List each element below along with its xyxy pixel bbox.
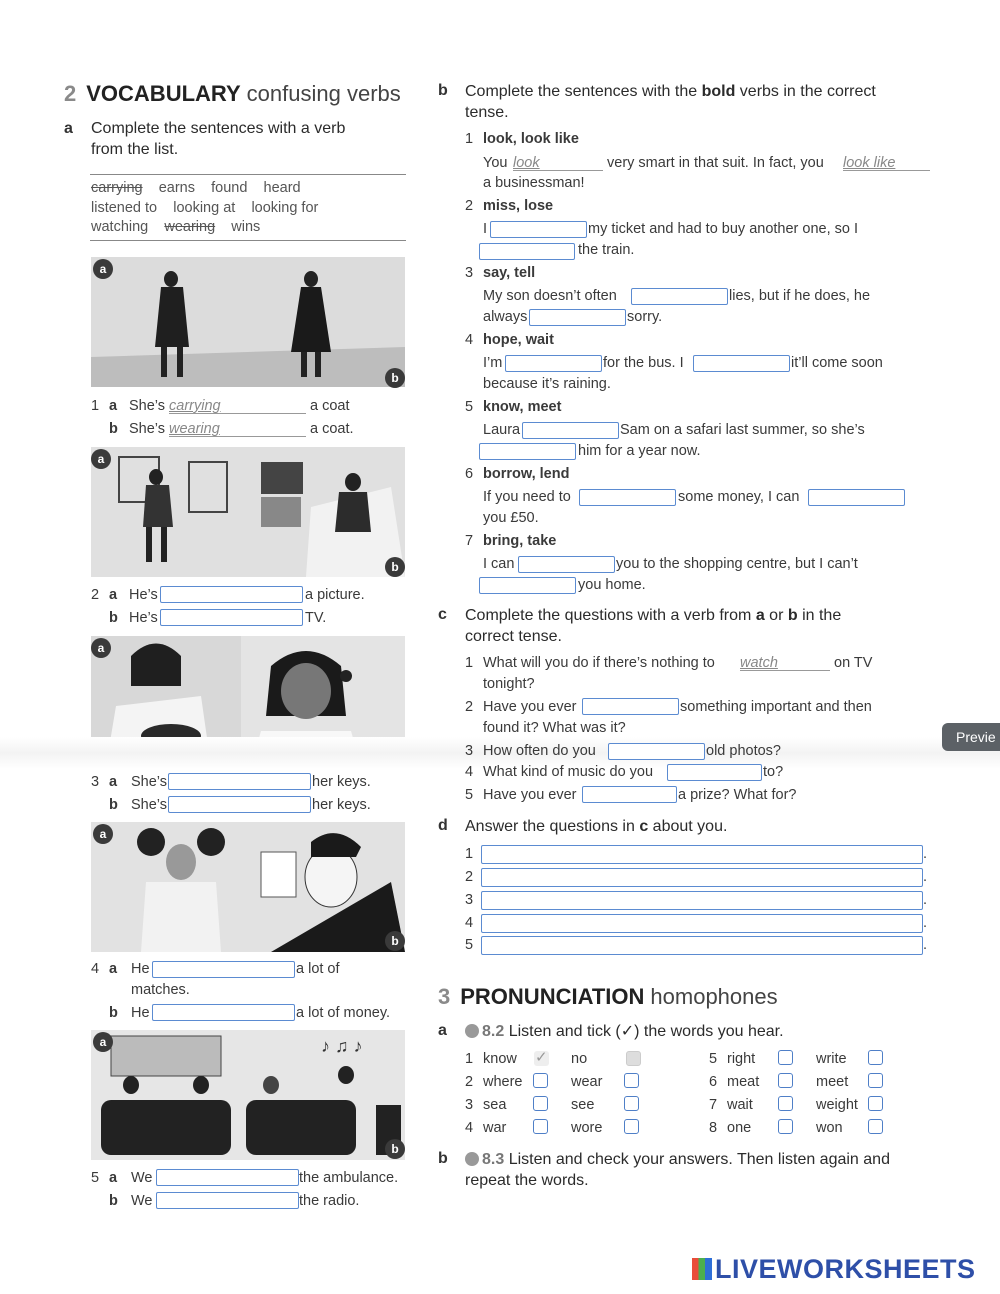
answer-input-d2[interactable] bbox=[481, 868, 923, 887]
answer-input-c2[interactable] bbox=[582, 698, 679, 715]
badge-a: a bbox=[93, 824, 113, 844]
item-number: 1 bbox=[465, 131, 474, 147]
item-text: the train. bbox=[578, 242, 635, 258]
pair-word: meet bbox=[816, 1074, 849, 1090]
item-number: 4 bbox=[465, 332, 474, 348]
sentence-text: She’s bbox=[129, 421, 166, 437]
item-text: If you need to bbox=[483, 489, 571, 505]
instruction-text: Complete the sentences with the bbox=[465, 83, 702, 100]
pair-number: 8 bbox=[709, 1120, 718, 1136]
tick-box-see[interactable] bbox=[624, 1096, 639, 1111]
answer-dot: . bbox=[923, 846, 928, 862]
sentence-text: She’s bbox=[131, 774, 168, 790]
sentence-letter: a bbox=[109, 774, 118, 790]
item-text: You bbox=[483, 155, 508, 171]
instruction-line: from the list. bbox=[91, 141, 179, 158]
badge-a: a bbox=[93, 1032, 113, 1052]
part-a-instruction bbox=[91, 118, 345, 160]
part-b-instruction bbox=[465, 81, 876, 123]
sentence-letter: a bbox=[109, 587, 118, 603]
item-text: My son doesn’t often bbox=[483, 288, 617, 304]
word-list-box bbox=[91, 179, 318, 238]
sentence-text: a lot of money. bbox=[296, 1005, 391, 1021]
audio-track: 8.2 bbox=[482, 1023, 505, 1040]
illustration-boxer-money bbox=[91, 822, 405, 952]
sentence-letter: b bbox=[109, 421, 118, 437]
answer-input-b3-1[interactable] bbox=[631, 288, 728, 305]
sentence-text: a picture. bbox=[305, 587, 365, 603]
question-text: found it? What was it? bbox=[483, 720, 626, 736]
sentence-text: the ambulance. bbox=[299, 1170, 399, 1186]
liveworksheets-logo bbox=[692, 1254, 976, 1285]
badge-b: b bbox=[385, 1139, 405, 1159]
section-title: PRONUNCIATION bbox=[460, 984, 645, 1009]
example-answer: wearing bbox=[169, 421, 220, 437]
item-number: 2 bbox=[465, 198, 474, 214]
instruction-line bbox=[465, 605, 841, 626]
part-3a-instruction bbox=[465, 1021, 784, 1042]
answer-input-b5-1[interactable] bbox=[522, 422, 619, 439]
sentence-letter: b bbox=[109, 1193, 118, 1209]
answer-number: 5 bbox=[465, 937, 474, 953]
pair-word: see bbox=[571, 1097, 595, 1113]
sentence-number: 3 bbox=[91, 774, 100, 790]
illustration-sofa-radio bbox=[91, 1030, 405, 1160]
badge-b: b bbox=[385, 557, 405, 577]
sentence-text: He bbox=[131, 961, 150, 977]
item-text: for the bus. I bbox=[603, 355, 684, 371]
sentence-text: a coat bbox=[310, 398, 350, 414]
item-heading: look, look like bbox=[483, 131, 579, 147]
item-text: Sam on a safari last summer, so she’s bbox=[620, 422, 865, 438]
pair-number: 1 bbox=[465, 1051, 474, 1067]
answer-line bbox=[169, 413, 306, 414]
sentence-letter: a bbox=[109, 961, 118, 977]
pair-number: 2 bbox=[465, 1074, 474, 1090]
instruction-bold: bold bbox=[701, 83, 736, 100]
sentence-number: 1 bbox=[91, 398, 100, 414]
word-item: looking for bbox=[251, 199, 319, 216]
item-text: a businessman! bbox=[483, 175, 585, 191]
tick-box-war[interactable] bbox=[533, 1119, 548, 1134]
illustration-drawing bbox=[91, 257, 405, 387]
tick-box-weight[interactable] bbox=[868, 1096, 883, 1111]
word-list-row bbox=[91, 218, 318, 238]
answer-input-d5[interactable] bbox=[481, 936, 923, 955]
answer-number: 1 bbox=[465, 846, 474, 862]
answer-number: 2 bbox=[465, 869, 474, 885]
pair-number: 6 bbox=[709, 1074, 718, 1090]
instruction-line bbox=[465, 1149, 890, 1170]
sentence-letter: b bbox=[109, 610, 118, 626]
sentence-text: He’s bbox=[129, 587, 158, 603]
pair-word: one bbox=[727, 1120, 752, 1136]
example-answer: look bbox=[513, 155, 540, 171]
question-text: something important and then bbox=[680, 699, 872, 715]
question-text: tonight? bbox=[483, 676, 535, 692]
speaker-icon[interactable] bbox=[465, 1152, 479, 1166]
sentence-number: 2 bbox=[91, 587, 100, 603]
part-letter-d: d bbox=[438, 817, 448, 834]
item-text: because it’s raining. bbox=[483, 376, 611, 392]
question-number: 5 bbox=[465, 787, 474, 803]
audio-track: 8.3 bbox=[482, 1151, 505, 1168]
question-text: Have you ever bbox=[483, 787, 577, 803]
question-text: What kind of music do you bbox=[483, 764, 654, 780]
word-item: looking at bbox=[173, 199, 236, 216]
instruction-text: about you. bbox=[648, 818, 728, 835]
sentence-letter: b bbox=[109, 1005, 118, 1021]
tick-box-wait[interactable] bbox=[778, 1096, 793, 1111]
tick-box-won[interactable] bbox=[868, 1119, 883, 1134]
answer-input-b4-2[interactable] bbox=[693, 355, 790, 372]
answer-input-d4[interactable] bbox=[481, 914, 923, 933]
pair-word: weight bbox=[816, 1097, 858, 1113]
pair-word: wait bbox=[727, 1097, 753, 1113]
sentence-text: a coat. bbox=[310, 421, 354, 437]
illustration-drawing bbox=[91, 822, 405, 952]
answer-input-3b[interactable] bbox=[168, 796, 311, 813]
answer-input-b4-1[interactable] bbox=[505, 355, 602, 372]
instruction-text: Listen and check your answers. Then listen again and bbox=[504, 1151, 890, 1168]
question-text: How often do you bbox=[483, 743, 596, 759]
part-letter-a: a bbox=[64, 120, 73, 137]
sentence-text: TV. bbox=[305, 610, 327, 626]
pair-number: 3 bbox=[465, 1097, 474, 1113]
pair-word: wore bbox=[571, 1120, 603, 1136]
sentence-letter: a bbox=[109, 398, 118, 414]
part-letter-c: c bbox=[438, 606, 447, 623]
pair-word: won bbox=[816, 1120, 843, 1136]
answer-number: 3 bbox=[465, 892, 474, 908]
item-heading: miss, lose bbox=[483, 198, 554, 214]
item-number: 5 bbox=[465, 399, 474, 415]
tick-box-sea[interactable] bbox=[533, 1096, 548, 1111]
section-2-heading bbox=[64, 81, 401, 107]
item-number: 7 bbox=[465, 533, 474, 549]
word-item: wearing bbox=[164, 219, 216, 235]
instruction-bold: b bbox=[787, 607, 798, 624]
question-number: 2 bbox=[465, 699, 474, 715]
word-item: earns bbox=[158, 180, 195, 196]
question-text: old photos? bbox=[706, 743, 781, 759]
answer-line bbox=[513, 170, 603, 171]
word-item: wins bbox=[231, 219, 261, 235]
answer-input-4b[interactable] bbox=[152, 1004, 295, 1021]
answer-line bbox=[169, 436, 306, 437]
answer-input-b6-1[interactable] bbox=[579, 489, 676, 506]
pair-number: 7 bbox=[709, 1097, 718, 1113]
item-heading: say, tell bbox=[483, 265, 536, 281]
badge-b: b bbox=[385, 931, 405, 951]
svg-text:♪ ♫ ♪: ♪ ♫ ♪ bbox=[321, 1036, 363, 1056]
sentence-text: her keys. bbox=[312, 797, 371, 813]
instruction-text: Answer the questions in bbox=[465, 818, 640, 835]
sentence-text: the radio. bbox=[299, 1193, 360, 1209]
question-text: a prize? What for? bbox=[678, 787, 797, 803]
answer-dot: . bbox=[923, 937, 928, 953]
tick-box-meet[interactable] bbox=[868, 1073, 883, 1088]
pair-word: sea bbox=[483, 1097, 507, 1113]
part-letter-a: a bbox=[438, 1022, 447, 1039]
answer-input-3a[interactable] bbox=[168, 773, 311, 790]
answer-input-5b[interactable] bbox=[156, 1192, 299, 1209]
item-text: you home. bbox=[578, 577, 646, 593]
badge-a: a bbox=[93, 259, 113, 279]
tick-box-where[interactable] bbox=[533, 1073, 548, 1088]
answer-input-d1[interactable] bbox=[481, 845, 923, 864]
pair-word: write bbox=[816, 1051, 847, 1067]
section-subtitle: homophones bbox=[650, 984, 778, 1009]
item-text: some money, I can bbox=[678, 489, 800, 505]
example-answer: watch bbox=[740, 655, 778, 671]
sentence-text: We bbox=[131, 1193, 153, 1209]
pair-word: know bbox=[483, 1051, 517, 1067]
item-text: very smart in that suit. In fact, you bbox=[607, 155, 824, 171]
answer-input-4a[interactable] bbox=[152, 961, 295, 978]
section-number: 2 bbox=[64, 81, 77, 106]
answer-input-b3-2[interactable] bbox=[529, 309, 626, 326]
sentence-text: She’s bbox=[131, 797, 168, 813]
instruction-line: repeat the words. bbox=[465, 1172, 589, 1189]
section-3-heading bbox=[438, 984, 778, 1010]
instruction-text: verbs in the correct bbox=[735, 83, 876, 100]
answer-input-b2-2[interactable] bbox=[479, 243, 575, 260]
item-text: always bbox=[483, 309, 528, 325]
sentence-text: He bbox=[131, 1005, 150, 1021]
item-text: Laura bbox=[483, 422, 521, 438]
answer-input-b2-1[interactable] bbox=[490, 221, 587, 238]
instruction-text: in the bbox=[797, 607, 842, 624]
pair-word: wear bbox=[571, 1074, 603, 1090]
pair-number: 5 bbox=[709, 1051, 718, 1067]
item-heading: know, meet bbox=[483, 399, 562, 415]
part-letter-b: b bbox=[438, 82, 448, 99]
sentence-number: 4 bbox=[91, 961, 100, 977]
speaker-icon[interactable] bbox=[465, 1024, 479, 1038]
pair-word: right bbox=[727, 1051, 756, 1067]
example-answer: look like bbox=[843, 155, 896, 171]
word-item: found bbox=[211, 180, 248, 196]
question-text: to? bbox=[763, 764, 784, 780]
tick-box-meat[interactable] bbox=[778, 1073, 793, 1088]
word-box-bottom-rule bbox=[90, 240, 406, 241]
logo-mark-icon bbox=[692, 1258, 712, 1280]
item-number: 3 bbox=[465, 265, 474, 281]
pair-word: no bbox=[571, 1051, 588, 1067]
sentence-text: We bbox=[131, 1170, 153, 1186]
instruction-bold: c bbox=[639, 818, 649, 835]
answer-input-d3[interactable] bbox=[481, 891, 923, 910]
answer-input-2b[interactable] bbox=[160, 609, 303, 626]
word-item: watching bbox=[91, 219, 149, 235]
tick-box-write[interactable] bbox=[868, 1050, 883, 1065]
part-3b-instruction bbox=[465, 1149, 890, 1191]
section-subtitle: confusing verbs bbox=[246, 81, 401, 106]
sentence-letter: a bbox=[109, 1170, 118, 1186]
sentence-text: matches. bbox=[131, 982, 190, 998]
item-number: 6 bbox=[465, 466, 474, 482]
tick-box-one[interactable] bbox=[778, 1119, 793, 1134]
badge-a: a bbox=[91, 638, 111, 658]
tick-box-wear[interactable] bbox=[624, 1073, 639, 1088]
badge-b: b bbox=[385, 368, 405, 388]
instruction-line: tense. bbox=[465, 104, 509, 121]
instruction-text: Complete the questions with a verb from bbox=[465, 607, 756, 624]
sentence-text: He’s bbox=[129, 610, 158, 626]
answer-line bbox=[843, 170, 930, 171]
instruction-line bbox=[465, 81, 876, 102]
instruction-line: Complete the sentences with a verb bbox=[91, 120, 346, 137]
answer-input-c4[interactable] bbox=[667, 764, 762, 781]
answer-dot: . bbox=[923, 915, 928, 931]
item-text: it’ll come soon bbox=[791, 355, 883, 371]
answer-dot: . bbox=[923, 892, 928, 908]
answer-input-b7-1[interactable] bbox=[518, 556, 615, 573]
illustration-drawing bbox=[91, 1030, 405, 1160]
answer-input-2a[interactable] bbox=[160, 586, 303, 603]
section-number: 3 bbox=[438, 984, 451, 1009]
word-item: heard bbox=[263, 180, 301, 196]
sentence-letter: b bbox=[109, 797, 118, 813]
question-number: 4 bbox=[465, 764, 474, 780]
pair-word: war bbox=[483, 1120, 507, 1136]
part-letter-b: b bbox=[438, 1150, 448, 1167]
word-list-row bbox=[91, 199, 318, 219]
answer-input-b6-2[interactable] bbox=[808, 489, 905, 506]
item-text: I’m bbox=[483, 355, 503, 371]
question-number: 1 bbox=[465, 655, 474, 671]
question-text: on TV bbox=[834, 655, 873, 671]
answer-dot: . bbox=[923, 869, 928, 885]
section-title: VOCABULARY bbox=[86, 81, 241, 106]
answer-input-c5[interactable] bbox=[582, 786, 677, 803]
item-text: lies, but if he does, he bbox=[729, 288, 871, 304]
badge-a: a bbox=[91, 449, 111, 469]
illustration-woman-coat bbox=[91, 257, 405, 387]
pair-word: meat bbox=[727, 1074, 760, 1090]
instruction-text: Listen and tick (✓) the words you hear. bbox=[504, 1023, 784, 1040]
answer-input-b5-2[interactable] bbox=[479, 443, 576, 460]
word-item: listened to bbox=[91, 199, 158, 216]
question-text: Have you ever bbox=[483, 699, 577, 715]
item-text: you £50. bbox=[483, 510, 539, 526]
instruction-text: or bbox=[764, 607, 788, 624]
sentence-text: her keys. bbox=[312, 774, 371, 790]
illustration-drawing bbox=[91, 447, 405, 577]
word-box-top-rule bbox=[90, 174, 406, 175]
item-heading: bring, take bbox=[483, 533, 557, 549]
part-d-instruction bbox=[465, 816, 727, 837]
item-text: him for a year now. bbox=[578, 443, 701, 459]
item-text: you to the shopping centre, but I can’t bbox=[616, 556, 858, 572]
question-number: 3 bbox=[465, 743, 474, 759]
sentence-text: She’s bbox=[129, 398, 166, 414]
preview-button[interactable]: Previe bbox=[942, 723, 1000, 751]
tick-box-know[interactable] bbox=[534, 1051, 549, 1066]
tick-box-wore[interactable] bbox=[624, 1119, 639, 1134]
tick-box-no bbox=[626, 1051, 641, 1066]
answer-number: 4 bbox=[465, 915, 474, 931]
pair-word: where bbox=[483, 1074, 523, 1090]
question-text: What will you do if there’s nothing to bbox=[483, 655, 715, 671]
item-text: I can bbox=[483, 556, 515, 572]
answer-input-b7-2[interactable] bbox=[479, 577, 576, 594]
item-text: sorry. bbox=[627, 309, 663, 325]
item-heading: borrow, lend bbox=[483, 466, 570, 482]
sentence-number: 5 bbox=[91, 1170, 100, 1186]
word-list-row bbox=[91, 179, 318, 199]
part-c-instruction bbox=[465, 605, 841, 647]
instruction-line: correct tense. bbox=[465, 628, 562, 645]
item-text: I bbox=[483, 221, 488, 237]
tick-box-right[interactable] bbox=[778, 1050, 793, 1065]
word-item: carrying bbox=[91, 180, 143, 196]
item-text: my ticket and had to buy another one, so I bbox=[588, 221, 859, 237]
pair-number: 4 bbox=[465, 1120, 474, 1136]
illustration-man-picture-tv bbox=[91, 447, 405, 577]
logo-text: LIVEWORKSHEETS bbox=[715, 1254, 976, 1284]
answer-line bbox=[740, 670, 830, 671]
answer-input-5a[interactable] bbox=[156, 1169, 299, 1186]
item-heading: hope, wait bbox=[483, 332, 554, 348]
sentence-text: a lot of bbox=[296, 961, 340, 977]
example-answer: carrying bbox=[169, 398, 221, 414]
answer-input-c3[interactable] bbox=[608, 743, 705, 760]
check-mark-icon: ✓ bbox=[535, 1049, 548, 1066]
instruction-bold: a bbox=[755, 607, 765, 624]
